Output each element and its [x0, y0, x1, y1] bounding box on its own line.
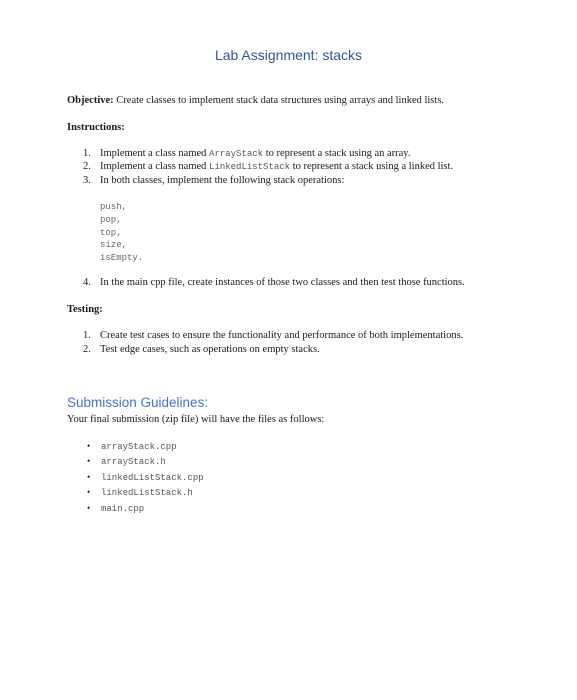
file-list-item [87, 452, 204, 467]
testing-number: 2. [83, 344, 91, 355]
file-list-item [87, 483, 204, 498]
testing-number: 1. [83, 330, 91, 341]
instruction-item-3 [83, 175, 344, 186]
testing-text: Create test cases to ensure the functionality and performance of both implementations. [100, 330, 464, 341]
file-name: arrayStack.h [101, 457, 166, 468]
operation-item: push, [100, 202, 128, 212]
testing-text: Test edge cases, such as operations on empty stacks. [100, 344, 320, 355]
instruction-text: In the main cpp file, create instances of those two classes and then test those functions. [100, 277, 465, 288]
objective-paragraph [67, 95, 444, 106]
instruction-number: 3. [83, 175, 91, 186]
operation-item: top, [100, 227, 122, 238]
operation-item: pop, [100, 214, 122, 225]
bullet-icon: • [87, 471, 91, 482]
testing-item-1 [83, 330, 463, 341]
page-title: Lab Assignment: stacks [214, 47, 363, 63]
submission-intro: Your final submission (zip file) will have the files as follows: [67, 414, 325, 425]
instruction-code: ArrayStack [209, 149, 264, 159]
file-list-item [87, 468, 204, 483]
file-name: arrayStack.cpp [101, 442, 177, 452]
instruction-item-1 [83, 148, 411, 159]
operations-list [100, 201, 143, 265]
bullet-icon: • [87, 502, 91, 513]
testing-item-2 [83, 344, 320, 355]
instruction-item-2 [83, 161, 453, 172]
file-name: main.cpp [101, 503, 145, 514]
instruction-text: Implement a class named [100, 161, 210, 172]
file-list-item [87, 499, 204, 514]
instruction-code: LinkedListStack [209, 162, 291, 172]
file-list-item [87, 437, 204, 452]
bullet-icon: • [87, 487, 91, 498]
instruction-text: In both classes, implement the following stack operations: [100, 175, 345, 186]
instruction-text: Implement a class named [100, 148, 210, 159]
instructions-heading: Instructions: [67, 122, 125, 133]
instruction-text: to represent a stack using an array. [263, 148, 411, 159]
operation-item: size, [100, 240, 128, 251]
instruction-text: to represent a stack using a linked list. [290, 161, 454, 172]
objective-label: Objective: [67, 95, 114, 106]
submission-heading: Submission Guidelines: [67, 395, 209, 410]
instruction-number: 2. [83, 161, 91, 172]
file-name: linkedListStack.h [101, 488, 193, 499]
instruction-number: 4. [83, 277, 91, 288]
instruction-item-4 [83, 277, 465, 288]
file-list [87, 437, 204, 514]
operation-item: isEmpty. [100, 253, 144, 264]
instruction-number: 1. [83, 148, 91, 159]
testing-heading: Testing: [67, 304, 103, 315]
file-name: linkedListStack.cpp [101, 472, 204, 483]
objective-text: Create classes to implement stack data structures using arrays and linked lists. [113, 95, 445, 106]
bullet-icon: • [87, 441, 91, 451]
bullet-icon: • [87, 456, 91, 467]
